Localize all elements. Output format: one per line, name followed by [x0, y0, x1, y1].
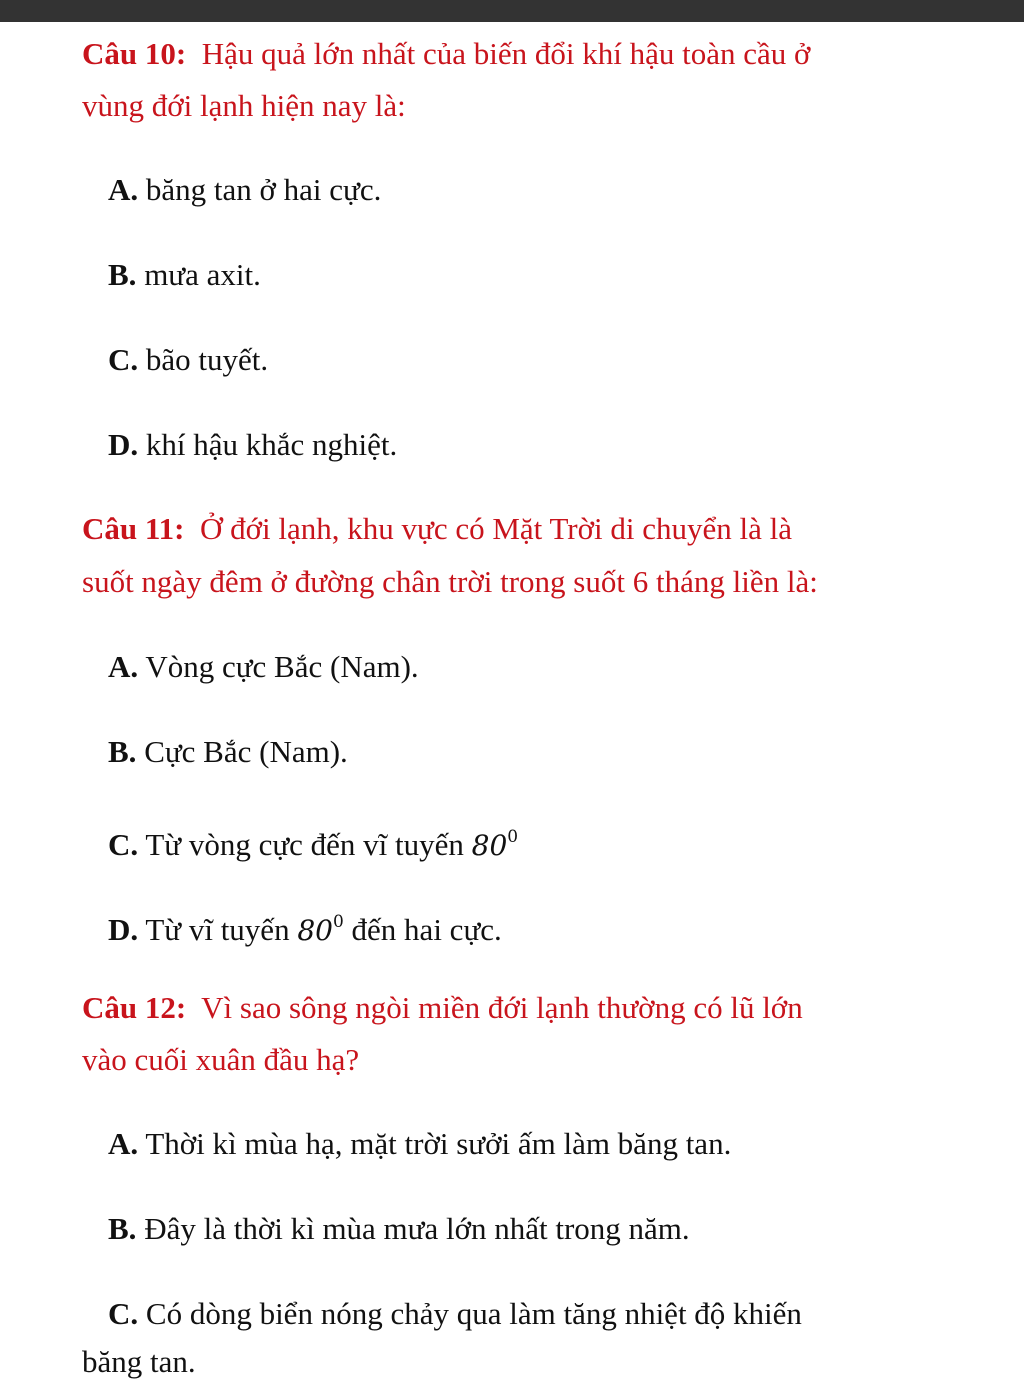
- option-10-d: [108, 425, 397, 465]
- math-degree: [297, 914, 343, 947]
- option-10-b: [108, 255, 261, 295]
- question-11-title: [82, 509, 792, 549]
- option-text: Có dòng biển nóng chảy qua làm tăng nhiệt độ khiến: [145, 1296, 802, 1331]
- option-text-after: đến hai cực.: [351, 912, 502, 947]
- question-number: Câu 12:: [82, 990, 187, 1025]
- question-10-title: [82, 34, 810, 74]
- question-number: Câu 11:: [82, 511, 185, 546]
- top-bar: [0, 0, 1024, 22]
- question-12-title-cont: [82, 1040, 359, 1080]
- question-text: Hậu quả lớn nhất của biến đổi khí hậu toàn cầu ở: [201, 36, 811, 71]
- option-11-a: [108, 647, 419, 687]
- option-letter: C.: [108, 1296, 139, 1331]
- question-text: vùng đới lạnh hiện nay là:: [82, 88, 406, 123]
- option-letter: C.: [108, 342, 139, 377]
- question-text: Ở đới lạnh, khu vực có Mặt Trời di chuyển là là: [200, 511, 793, 546]
- option-letter: A.: [108, 649, 139, 684]
- option-text: Vòng cực Bắc (Nam).: [145, 649, 419, 684]
- option-letter: D.: [108, 427, 139, 462]
- option-letter: C.: [108, 827, 139, 862]
- question-10-title-cont: [82, 86, 406, 126]
- option-12-b: [108, 1209, 690, 1249]
- option-letter: A.: [108, 172, 139, 207]
- option-11-c: [108, 817, 518, 866]
- option-text: Từ vĩ tuyến: [145, 912, 290, 947]
- question-text: vào cuối xuân đầu hạ?: [82, 1042, 360, 1077]
- question-12-title: [82, 988, 803, 1028]
- option-10-c: [108, 340, 268, 380]
- question-11-title-cont: [82, 562, 818, 602]
- option-12-c-cont: [82, 1342, 196, 1382]
- math-value: 80: [297, 914, 333, 947]
- option-letter: B.: [108, 734, 137, 769]
- option-text: Từ vòng cực đến vĩ tuyến: [145, 827, 464, 862]
- math-degree: [472, 829, 518, 862]
- option-letter: A.: [108, 1126, 139, 1161]
- option-letter: B.: [108, 1211, 137, 1246]
- option-text: mưa axit.: [144, 257, 261, 292]
- option-text: Đây là thời kì mùa mưa lớn nhất trong năm.: [144, 1211, 690, 1246]
- option-text: bão tuyết.: [145, 342, 269, 377]
- question-number: Câu 10:: [82, 36, 187, 71]
- option-12-c: [108, 1294, 802, 1334]
- option-11-d: [108, 902, 502, 951]
- option-letter: D.: [108, 912, 139, 947]
- option-letter: B.: [108, 257, 137, 292]
- option-11-b: [108, 732, 348, 772]
- option-text: khí hậu khắc nghiệt.: [145, 427, 398, 462]
- math-value: 80: [471, 829, 508, 862]
- document-page: [0, 22, 1024, 1387]
- option-text: băng tan.: [82, 1344, 196, 1379]
- option-text: băng tan ở hai cực.: [145, 172, 382, 207]
- math-superscript: 0: [332, 912, 344, 932]
- option-12-a: [108, 1124, 731, 1164]
- math-superscript: 0: [507, 827, 519, 847]
- option-text: Cực Bắc (Nam).: [144, 734, 348, 769]
- option-10-a: [108, 170, 381, 210]
- question-text: suốt ngày đêm ở đường chân trời trong suốt 6 tháng liền là:: [82, 564, 818, 599]
- option-text: Thời kì mùa hạ, mặt trời sưởi ấm làm băng tan.: [145, 1126, 732, 1161]
- question-text: Vì sao sông ngòi miền đới lạnh thường có lũ lớn: [201, 990, 803, 1025]
